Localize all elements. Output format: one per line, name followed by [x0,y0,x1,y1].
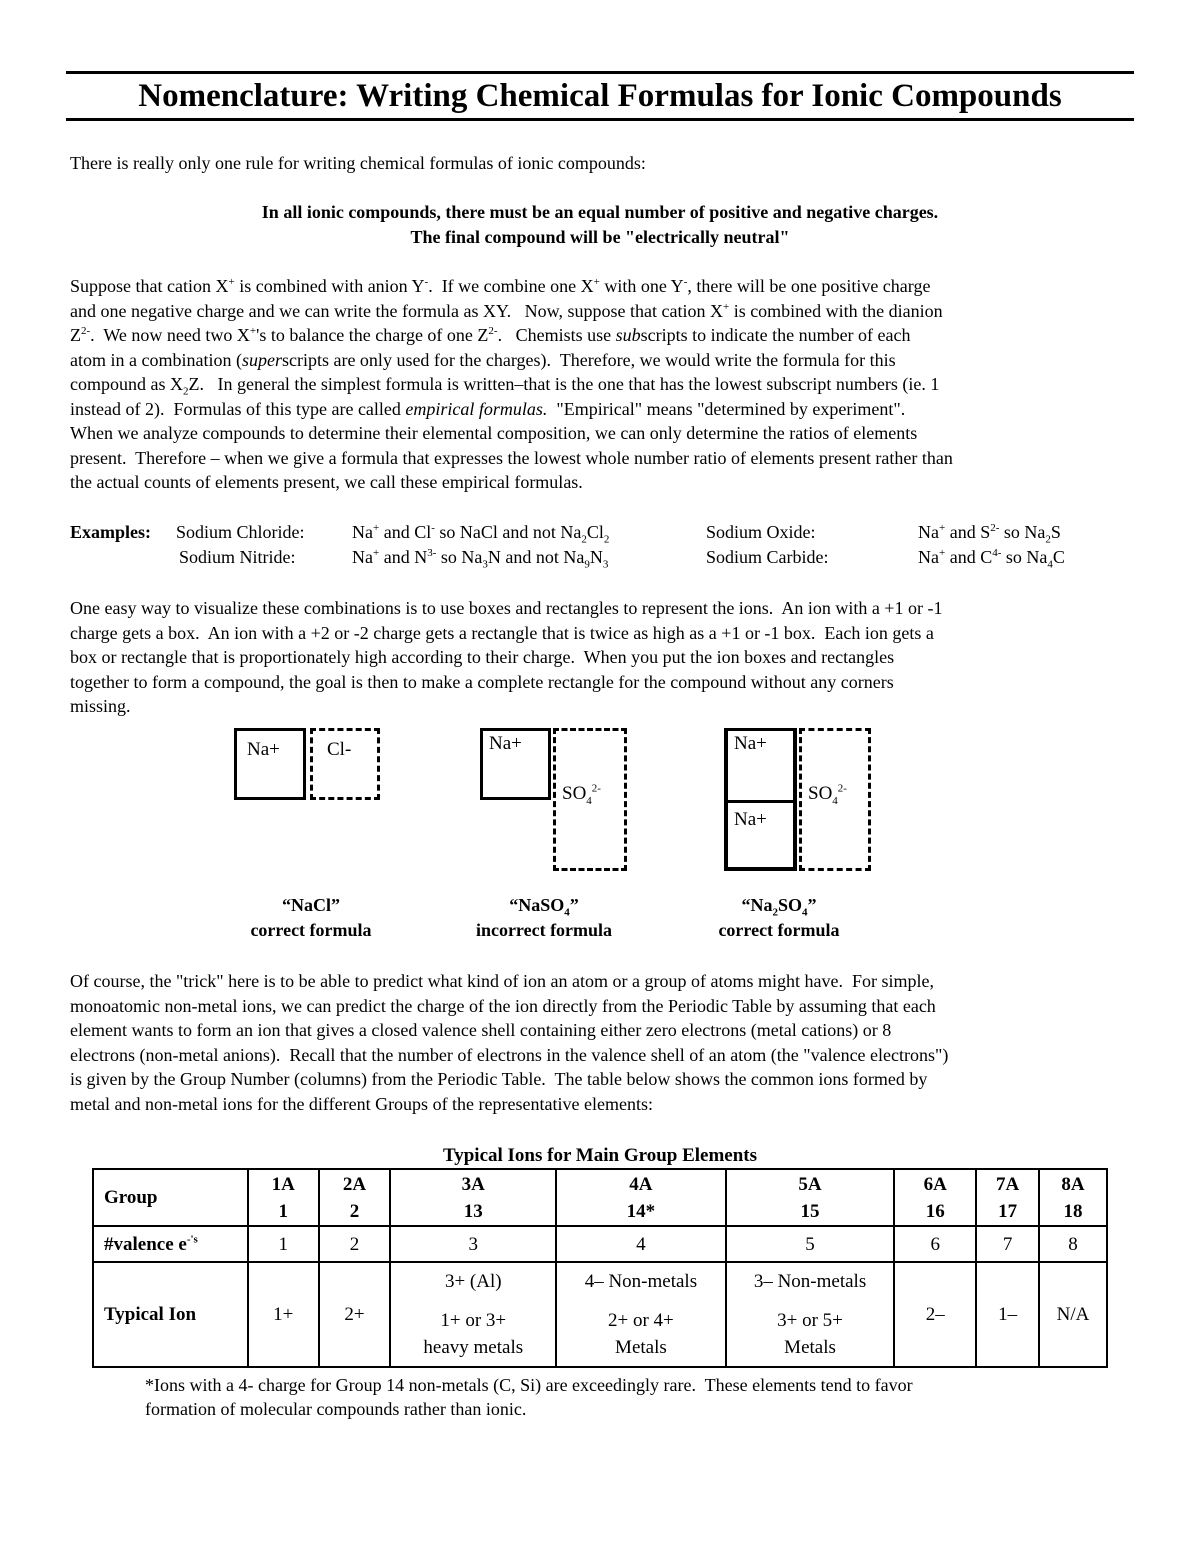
intro-text: There is really only one rule for writing chemical formulas of ionic compounds: [70,153,646,173]
group-number: 4A [629,1173,653,1195]
so4-ion-rectangle [799,728,871,871]
example-formula [918,520,1061,544]
valence-label: #valence e [104,1233,187,1255]
text-segment: ” [807,895,817,915]
typical-ion-cell [248,1262,319,1367]
text-segment: S [1050,522,1061,542]
text-line [70,1043,948,1067]
text-segment: so Na [436,547,483,567]
text-line [70,994,936,1018]
valence-cell: 2 [319,1226,391,1262]
text-segment: Na [352,522,373,542]
text-segment: 4 [564,906,570,919]
text-segment: C [1052,547,1065,567]
text-segment: together to form a compound, the goal is then to make a complete rectangle for the compound without any corners [70,671,894,692]
text-line [70,969,934,993]
text-segment: atom in a combination ( [70,349,242,370]
text-segment: + [593,276,600,288]
text-line [70,670,894,694]
text-segment: scripts to indicate the number of each [640,325,911,345]
text-segment: 9 [584,558,590,571]
text-line [70,397,905,421]
text-segment: . Chemists use [497,325,616,345]
text-segment: . If we combine one X [428,276,594,296]
text-segment: Z. In general the simplest formula is written–that is the one that has the lowest subscript numbers (ie. 1 [188,374,940,394]
text-segment: “NaCl” [282,895,340,915]
group-number: 6A [923,1173,947,1195]
text-segment: element wants to form an ion that gives a closed valence shell containing either zero electrons (metal cations) or 8 [70,1020,892,1040]
text-segment: charge gets a box. An ion with a +2 or -2 charge gets a rectangle that is twice as high as a +1 or -1 box. Each ion gets a [70,622,934,643]
text-segment: 2 [182,385,189,398]
text-segment: - [431,522,435,534]
text-segment: Of course, the "trick" here is to be able to predict what kind of ion an atom or a group of atoms might have. For simple, [70,971,934,991]
text-segment: . We now need two X [90,325,250,345]
diagram-caption [679,893,879,943]
group-number: 8A [1061,1173,1085,1195]
group-number: 16 [925,1200,945,1222]
table-title: Typical Ions for Main Group Elements [442,1145,758,1166]
text-segment: is combined with the dianion [729,300,943,321]
text-segment: with one Y [599,276,684,296]
valence-row [93,1226,1107,1262]
ion-text: 4– Non-metals [584,1271,698,1292]
typical-ion-cell [556,1262,726,1367]
valence-cell: 6 [894,1226,976,1262]
ion-text: 1– [998,1304,1018,1325]
typical-ion-cell [319,1262,391,1367]
text-segment: + [249,325,257,337]
valence-cell: 4 [556,1226,726,1262]
text-segment: 4 [1047,558,1053,571]
text-segment: 2 [581,533,587,546]
group-header-cell [976,1169,1039,1226]
caption-formula [444,893,644,918]
text-segment: + [373,547,380,559]
text-segment: monoatomic non-metal ions, we can predict the charge of the ion directly from the Periodic Table by assuming that each [70,995,936,1016]
text-segment: and C [945,547,993,567]
group-row [93,1169,1107,1226]
row-label: Typical Ion [93,1262,248,1367]
text-segment: "Empirical" means "determined by experiment". [547,398,906,419]
text-segment: Na [918,547,939,567]
text-segment: - [424,276,429,288]
group-number: 1 [278,1200,288,1222]
text-segment: + [373,522,380,534]
text-segment: 3 [602,558,609,571]
text-line [70,372,939,396]
text-segment: and one negative charge and we can write the formula as XY. Now, suppose that cation X [70,300,723,321]
diagram-caption [211,893,411,943]
text-line [70,274,930,298]
so4-subscript: 4 [832,794,838,807]
text-segment: , there will be one positive charge [687,276,931,296]
caption-verdict: correct formula [250,920,372,940]
text-segment: - [683,276,688,288]
text-segment: 4- [992,547,1002,559]
na-ion-box: Na+ [480,728,551,800]
text-segment: is combined with anion Y [234,276,425,296]
so4-label: SO [808,783,833,804]
na-ion-box: Na+ [724,728,797,802]
text-segment: and S [945,522,991,542]
text-segment: 's to balance the charge of one Z [256,325,489,345]
text-segment: + [722,300,730,313]
text-segment: scripts are only used for the charges). Therefore, we would write the formula for this [281,349,896,370]
text-line [70,470,583,494]
na-ion-box: Na+ [234,728,306,800]
page-title: Nomenclature: Writing Chemical Formulas for Ionic Compounds [138,78,1062,114]
title-underline [66,118,1134,121]
text-segment: instead of 2). Formulas of this type are called [70,398,406,419]
group-header-cell [248,1169,319,1226]
valence-cell: 1 [248,1226,319,1262]
group-number: 18 [1063,1200,1083,1222]
top-rule [66,71,1134,74]
group-header-cell [726,1169,895,1226]
text-segment: compound as X [70,374,183,394]
group-header-cell [1039,1169,1107,1226]
text-segment: 3 [482,558,488,571]
text-segment: “Na [741,895,773,915]
group-number: 3A [461,1173,485,1195]
ion-text: Metals [615,1337,667,1358]
text-line [70,299,943,323]
example-formula [352,545,608,569]
text-line [70,1092,653,1116]
text-line [70,694,131,718]
footnote-line: formation of molecular compounds rather than ionic. [145,1399,527,1419]
example-formula [918,545,1065,569]
text-segment: present. Therefore – when we give a formula that expresses the lowest whole number ratio of elements present rather than [70,447,953,468]
example-formula [352,520,609,544]
text-segment: 2 [772,906,778,919]
text-line [70,348,896,372]
text-segment: 2 [1045,533,1051,546]
valence-cell: 8 [1039,1226,1107,1262]
example-name: Sodium Carbide: [706,547,829,567]
text-segment: When we analyze compounds to determine their elemental composition, we can only determine the ratios of elements [70,423,918,443]
ion-text: 3+ (Al) [444,1271,502,1292]
typical-ion-cell [726,1262,895,1367]
typical-ion-cell [390,1262,556,1367]
typical-ion-row [93,1262,1107,1367]
caption-formula [679,893,879,918]
example-name: Sodium Chloride: [176,522,305,542]
text-segment: “NaSO [509,895,565,915]
text-segment: metal and non-metal ions for the different Groups of the representative elements: [70,1093,653,1114]
ion-text: 2+ or 4+ [608,1310,674,1331]
typical-ion-cell [894,1262,976,1367]
text-line [70,1018,891,1042]
so4-label: SO [562,783,587,804]
text-segment: so Na [1001,547,1048,567]
example-name: Sodium Nitride: [179,547,296,567]
text-segment: + [939,522,946,534]
text-segment: N and not Na [487,547,585,567]
group-number: 17 [998,1200,1018,1222]
text-segment: 2- [990,522,1000,534]
group-header-cell [390,1169,556,1226]
so4-charge: 2- [591,782,601,795]
ion-text: N/A [1056,1304,1090,1325]
diagram-caption [444,893,644,943]
text-segment: super [241,349,282,370]
example-name: Sodium Oxide: [706,522,816,542]
text-segment: box or rectangle that is proportionately high according to their charge. When you put the ion boxes and rectangles [70,647,895,667]
valence-cell: 7 [976,1226,1039,1262]
text-segment: Na [352,547,373,567]
caption-verdict: incorrect formula [475,920,613,940]
so4-charge: 2- [837,782,847,795]
text-segment: missing. [70,696,131,716]
text-segment: Z [70,325,81,345]
text-line [70,645,894,669]
row-label [93,1226,248,1262]
rule-statement-1: In all ionic compounds, there must be an equal number of positive and negative charges. [261,202,939,222]
text-line [70,421,917,445]
na-ion-box: Na+ [724,800,797,871]
text-segment: so NaCl and not Na [434,522,582,542]
valence-cell: 5 [726,1226,895,1262]
text-line [70,446,953,470]
examples-label: Examples: [70,522,151,542]
text-segment: 2- [81,325,91,337]
valence-cell: 3 [390,1226,556,1262]
ion-text: 2– [925,1304,945,1325]
caption-verdict: correct formula [718,920,840,940]
group-header-cell [556,1169,726,1226]
group-number: 13 [463,1200,483,1222]
text-segment: sub [615,325,641,345]
caption-formula [211,893,411,918]
text-segment: 2 [603,533,610,546]
text-segment: + [228,276,235,288]
text-segment: One easy way to visualize these combinations is to use boxes and rectangles to represent the ions. An ion with a +1 or -1 [70,598,943,618]
group-number: 5A [798,1173,822,1195]
group-number: 14* [626,1200,656,1222]
text-line [70,323,911,347]
ion-text: 3+ or 5+ [777,1310,843,1331]
text-segment: N [589,547,603,567]
valence-sup: -'s [186,1233,198,1246]
ion-text: 1+ [273,1304,294,1325]
text-segment: 3- [427,547,437,559]
text-segment: so Na [999,522,1046,542]
ion-text: Metals [784,1337,836,1358]
main-group-ions-table [92,1168,1108,1368]
text-segment: and N [379,547,428,567]
text-segment: ” [569,895,579,915]
group-number: 1A [271,1173,295,1195]
text-segment: Suppose that cation X [70,276,229,296]
group-number: 7A [995,1173,1020,1195]
group-number: 15 [800,1200,820,1222]
ion-text: heavy metals [423,1337,524,1358]
text-segment: Cl [586,522,604,542]
group-header-cell [894,1169,976,1226]
text-line [70,596,942,620]
group-number: 2A [342,1173,367,1195]
text-segment: + [939,547,946,559]
text-segment: electrons (non-metal anions). Recall that the number of electrons in the valence shell of an atom (the "valence electrons") [70,1044,949,1065]
text-segment: SO [777,895,802,915]
text-line [70,1067,927,1091]
so4-ion-rectangle [553,728,627,871]
footnote-line: *Ions with a 4- charge for Group 14 non-metals (C, Si) are exceedingly rare. These elements tend to favor [145,1375,913,1395]
group-header-cell [319,1169,391,1226]
text-segment: is given by the Group Number (columns) from the Periodic Table. The table below shows the common ions formed by [70,1069,928,1089]
rule-statement-2: The final compound will be "electrically neutral" [410,227,790,247]
text-line [70,621,934,645]
typical-ion-cell [1039,1262,1107,1367]
text-segment: Na [918,522,939,542]
row-label: Group [93,1169,248,1226]
group-number: 2 [349,1200,360,1222]
text-segment: the actual counts of elements present, we call these empirical formulas. [70,472,583,492]
cl-ion-box: Cl- [310,728,380,800]
text-segment: empirical formulas. [405,398,548,419]
ion-text: 3– Non-metals [753,1271,867,1292]
ion-text: 2+ [344,1304,365,1325]
ion-text: 1+ or 3+ [440,1310,507,1331]
text-segment: and Cl [379,522,432,542]
typical-ion-cell [976,1262,1039,1367]
so4-subscript: 4 [586,794,592,807]
text-segment: 2- [488,325,498,337]
text-segment: 4 [802,906,808,919]
